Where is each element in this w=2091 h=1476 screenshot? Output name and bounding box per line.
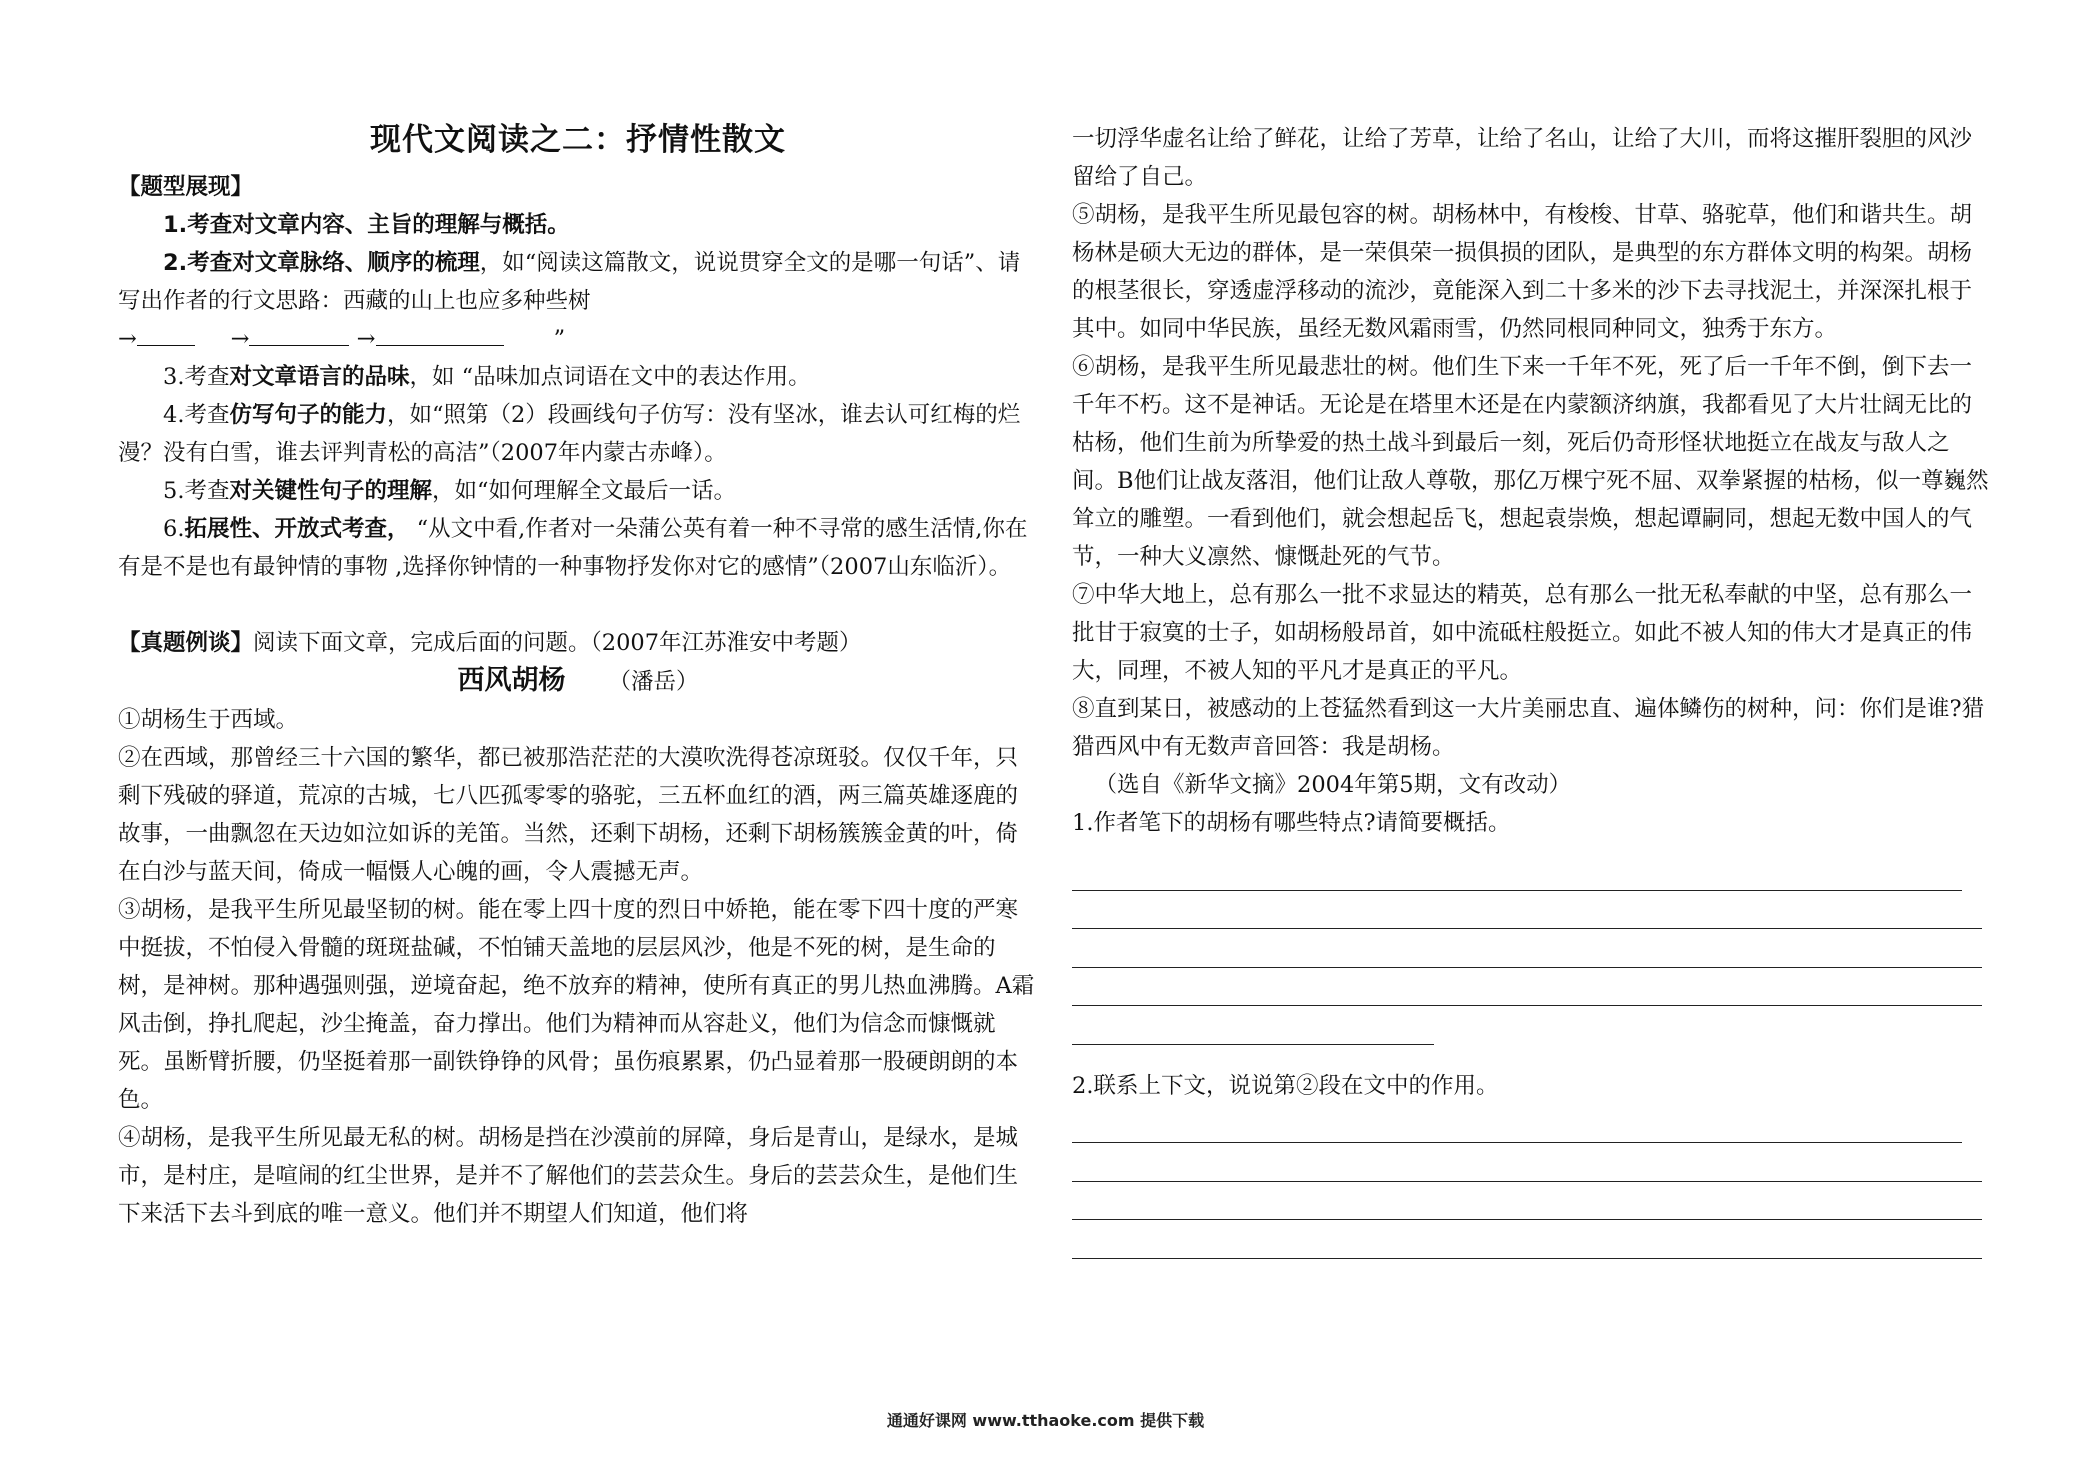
question-type-4: 4.考查仿写句子的能力，如“照第（2）段画线句子仿写：没有坚冰，谁去认可红梅的烂漫？没有白雪，谁去评判青松的高洁”（2007年内蒙古赤峰）。 [118,402,1021,466]
flow-blanks: → → → ” [118,320,1038,358]
article-source: （选自《新华文摘》2004年第5期，文有改动） [1094,772,1572,798]
article-paragraph-2: ②在西域，那曾经三十六国的繁华，都已被那浩茫茫的大漠吹洗得苍凉斑驳。仅仅千年，只剩下残破的驿道，荒凉的古城，七八匹孤零零的骆驼，三五杯血红的酒，两三篇英雄逐鹿的故事，一曲飘忽在天边如泣如诉的羌笛。当然，还剩下胡杨，还剩下胡杨簇簇金黄的叶，倚在白沙与蓝天间，倚成一幅慑人心魄的画，令人震撼无声。 [118,745,1019,885]
question-type-2: 2.考查对文章脉络、顺序的梳理，如“阅读这篇散文，说说贯穿全文的是哪一句话”、请写出作者的行文思路：西藏的山上也应多种些树 [118,250,1021,314]
right-column [1072,120,1992,1259]
question-type-1: 1.考查对文章内容、主旨的理解与概括。 [163,212,570,238]
section-heading-types: 【题型展现】 [118,174,254,200]
answer-lines-2 [1072,1105,1992,1259]
answer-line[interactable] [1072,1220,1982,1259]
answer-line[interactable] [1072,1182,1982,1221]
article-title: 西风胡杨 （潘岳） [457,665,699,696]
page-title: 现代文阅读之二：抒情性散文 [370,122,786,158]
answer-line[interactable] [1072,1105,1962,1144]
article-paragraph-1: ①胡杨生于西域。 [118,707,299,733]
article-paragraph-6: ⑥胡杨，是我平生所见最悲壮的树。他们生下来一千年不死，死了后一千年不倒，倒下去一千年不朽。这不是神话。无论是在塔里木还是在内蒙额济纳旗，我都看见了大片壮阔无比的枯杨，他们生前为所挚爱的热土战斗到最后一刻，死后仍奇形怪状地挺立在战友与敌人之间。B他们让战友落泪，他们让敌人尊敬，那亿万棵宁死不屈、双拳紧握的枯杨，似一尊巍然耸立的雕塑。一看到他们，就会想起岳飞，想起袁崇焕，想起谭嗣同，想起无数中国人的气节，一种大义凛然、慷慨赴死的气节。 [1072,354,1989,570]
answer-line[interactable] [1072,852,1962,891]
article-paragraph-7: ⑦中华大地上，总有那么一批不求显达的精英，总有那么一批无私奉献的中坚，总有那么一批甘于寂寞的士子，如胡杨般昂首，如中流砥柱般挺立。如此不被人知的伟大才是真正的伟大，同理，不被人知的平凡才是真正的平凡。 [1072,582,1973,684]
question-type-3: 3.考查对文章语言的品味，如 “品味加点词语在文中的表达作用。 [163,364,811,390]
question-type-5: 5.考查对关键性句子的理解，如“如何理解全文最后一话。 [163,478,736,504]
article-paragraph-3: ③胡杨，是我平生所见最坚韧的树。能在零上四十度的烈日中娇艳，能在零下四十度的严寒中挺拔，不怕侵入骨髓的斑斑盐碱，不怕铺天盖地的层层风沙，他是不死的树，是生命的树，是神树。那种遇强则强，逆境奋起，绝不放弃的精神，使所有真正的男儿热血沸腾。A霜风击倒，挣扎爬起，沙尘掩盖，奋力撑出。他们为精神而从容赴义，他们为信念而慷慨就死。虽断臂折腰，仍坚挺着那一副铁铮铮的风骨；虽伤痕累累，仍凸显着那一股硬朗朗的本色。 [118,897,1035,1113]
answer-line[interactable] [1072,968,1982,1007]
left-column [118,120,1038,1233]
article-paragraph-8: ⑧直到某日，被感动的上苍猛然看到这一大片美丽忠直、遍体鳞伤的树种，问：你们是谁?猎猎西风中有无数声音回答：我是胡杨。 [1072,696,1985,760]
answer-line[interactable] [1072,891,1982,930]
question-type-6: 6.拓展性、开放式考查， “从文中看,作者对一朵蒲公英有着一种不寻常的感生活情,你在有是不是也有最钟情的事物 ,选择你钟情的一种事物抒发你对它的感情”（2007山东临沂）。 [118,516,1028,580]
answer-lines-1 [1072,852,1992,1045]
question-2: 2.联系上下文，说说第②段在文中的作用。 [1072,1072,1499,1099]
article-paragraph-4: ④胡杨，是我平生所见最无私的树。胡杨是挡在沙漠前的屏障，身后是青山，是绿水，是城市，是村庄，是喧闹的红尘世界，是并不了解他们的芸芸众生。身后的芸芸众生，是他们生下来活下去斗到底的唯一意义。他们并不期望人们知道，他们将 [118,1125,1019,1227]
section-heading-examples: 【真题例谈】阅读下面文章，完成后面的问题。（2007年江苏淮安中考题） [118,630,862,656]
answer-line[interactable] [1072,1143,1982,1182]
answer-line[interactable] [1072,1006,1434,1045]
article-paragraph-4-continued: 一切浮华虚名让给了鲜花，让给了芳草，让给了名山，让给了大川，而将这摧肝裂胆的风沙留给了自己。 [1072,126,1973,190]
question-1: 1.作者笔下的胡杨有哪些特点?请简要概括。 [1072,810,1511,836]
article-paragraph-5: ⑤胡杨，是我平生所见最包容的树。胡杨林中，有梭梭、甘草、骆驼草，他们和谐共生。胡杨林是硕大无边的群体，是一荣俱荣一损俱损的团队，是典型的东方群体文明的构架。胡杨的根茎很长，穿透虚浮移动的流沙，竟能深入到二十多米的沙下去寻找泥土，并深深扎根于其中。如同中华民族，虽经无数风霜雨雪，仍然同根同种同文，独秀于东方。 [1072,202,1973,342]
answer-line[interactable] [1072,929,1982,968]
footer-credit: 通通好课网 www.tthaoke.com 提供下载 [886,1411,1205,1430]
